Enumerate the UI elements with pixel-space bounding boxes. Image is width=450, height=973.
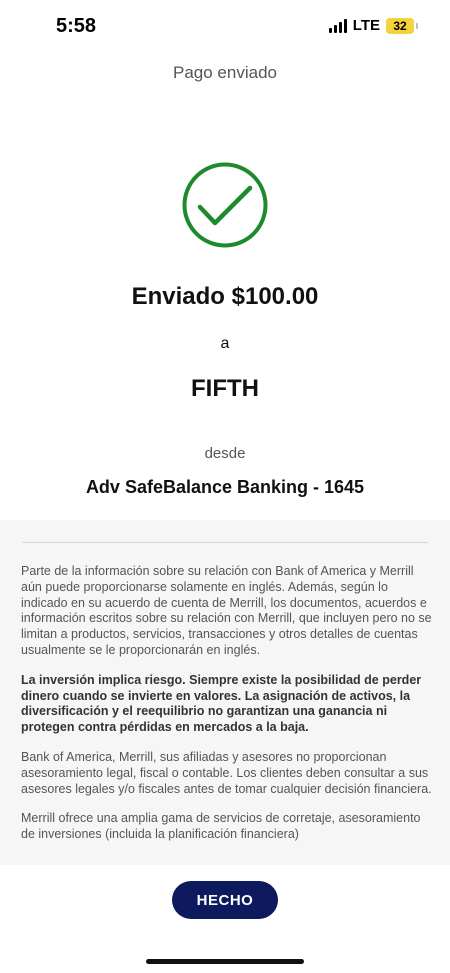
network-type: LTE — [352, 17, 380, 34]
status-bar — [0, 0, 450, 52]
to-label: a — [220, 335, 230, 352]
divider — [22, 542, 428, 543]
disclosure-text — [21, 564, 432, 857]
status-time: 5:58 — [56, 15, 97, 37]
footer — [0, 865, 450, 973]
from-label: desde — [204, 445, 246, 462]
risk-disclosure-paragraph: La inversión implica riesgo. Siempre existe la posibilidad de perder dinero cuando se invierte en valores. La asignación de activos, la diversificación y el reequilibrio no garantizan una ganancia ni protegen contra pérdidas en mercados a la baja. — [21, 672, 422, 735]
disclosure-paragraph: Merrill ofrece una amplia gama de servicios de corretaje, asesoramiento de inversiones (incluida la planificación financiera) — [21, 811, 421, 842]
page-title: Pago enviado — [173, 63, 277, 82]
source-account: Adv SafeBalance Banking - 1645 — [85, 477, 365, 497]
home-indicator[interactable] — [146, 959, 304, 964]
status-indicators — [329, 17, 414, 34]
sent-amount: Enviado $100.00 — [131, 283, 319, 310]
signal-icon — [329, 19, 347, 33]
checkmark-circle-icon — [182, 162, 268, 248]
disclosure-paragraph: Bank of America, Merrill, sus afiliadas y asesores no proporcionan asesoramiento legal, fiscal o contable. Los clientes deben consultar a sus asesores legales y/o fiscales antes de tomar cualquier decisión financiera. — [21, 749, 432, 796]
done-button[interactable]: HECHO — [172, 881, 278, 919]
battery-icon — [386, 18, 414, 34]
recipient-name: FIFTH — [191, 375, 259, 402]
battery-level: 32 — [393, 18, 407, 33]
disclosure-paragraph: Parte de la información sobre su relación con Bank of America y Merrill aún puede proporcionarse solamente en inglés. Además, según lo indicado en su acuerdo de cuenta de Merrill, los documentos, acuerdos e información escritos sobre su relación con Merrill, que incluyen pero no se limitan a productos, servicios, transacciones y otros detalles de cuentas usualmente se le proporcionarán en inglés. — [21, 564, 432, 657]
disclosure-section[interactable] — [0, 520, 450, 865]
